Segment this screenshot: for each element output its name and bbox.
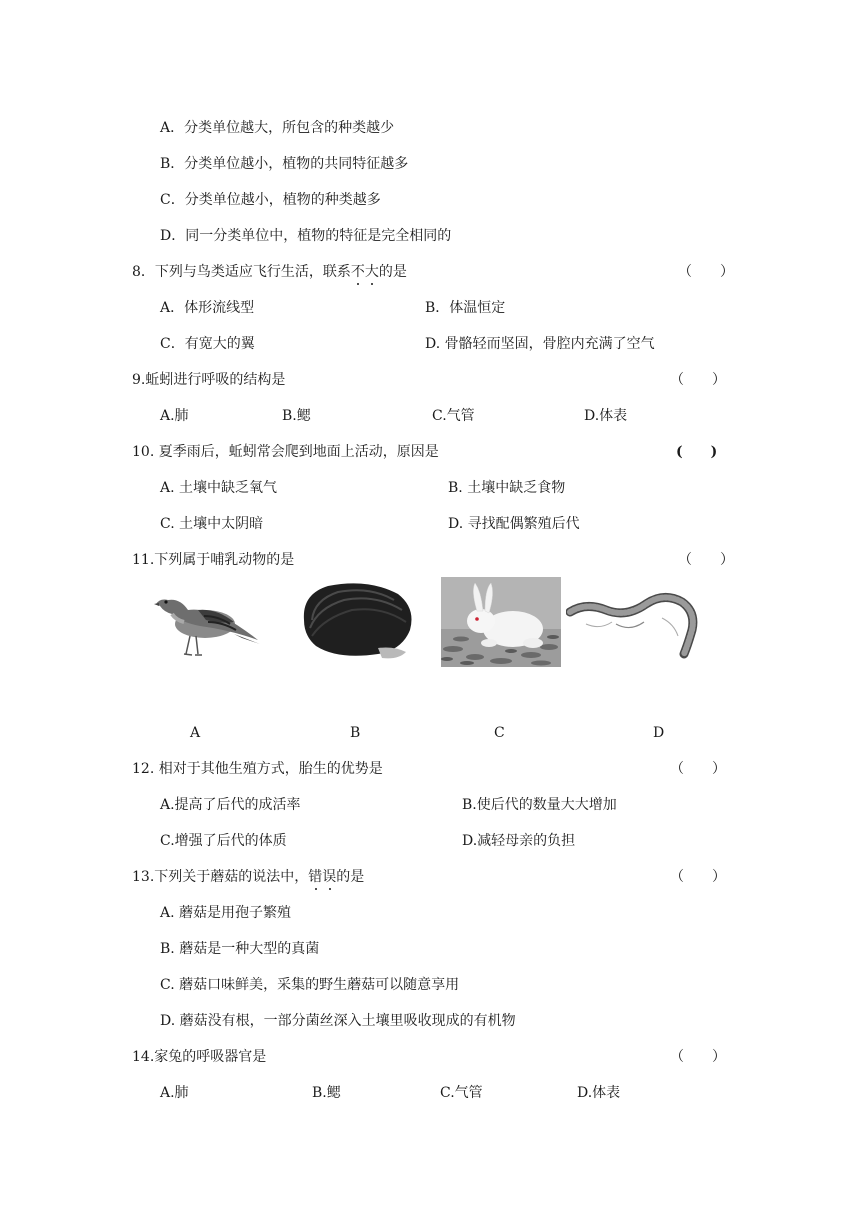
q8-option-d: D. 骨骼轻而坚固，骨腔内充满了空气 <box>425 336 655 352</box>
q13-stem <box>132 868 364 886</box>
q14-stem: 14.家兔的呼吸器官是 <box>132 1049 267 1065</box>
q8-emphasis <box>351 264 379 280</box>
q11-label-c: C <box>494 725 505 741</box>
q11-label-b: B <box>350 725 361 741</box>
q10-option-d: D. 寻找配偶繁殖后代 <box>448 516 580 532</box>
q13-emph-char-1: 错 <box>308 869 323 885</box>
q8-emph-char-1: 不 <box>350 264 365 280</box>
q8-emph-char-2: 大 <box>364 264 379 280</box>
q12-option-b: B.使后代的数量大大增加 <box>462 797 617 813</box>
q9-option-d: D.体表 <box>584 408 628 424</box>
earthworm-image <box>566 584 706 660</box>
q8-stem-prefix: 8．下列与鸟类适应飞行生活，联系 <box>132 264 351 280</box>
q11-stem: 11.下列属于哺乳动物的是 <box>132 552 295 568</box>
q11-answer-paren: （ ） <box>678 552 734 568</box>
q13-option-d: D. 蘑菇没有根，一部分菌丝深入土壤里吸收现成的有机物 <box>160 1013 516 1029</box>
q14-option-d: D.体表 <box>577 1085 621 1101</box>
q8-answer-paren: （ ） <box>678 264 734 280</box>
q14-option-b: B.鳃 <box>312 1085 341 1101</box>
q14-option-c: C.气管 <box>440 1085 483 1101</box>
q9-option-a: A.肺 <box>160 408 189 424</box>
q11-label-a: A <box>190 725 201 741</box>
q12-answer-paren: （ ） <box>670 761 726 777</box>
q13-emph-char-2: 误 <box>322 869 337 885</box>
q12-option-c: C.增强了后代的体质 <box>160 833 287 849</box>
q13-option-b: B. 蘑菇是一种大型的真菌 <box>160 941 320 957</box>
q13-stem-prefix: 13.下列关于蘑菇的说法中， <box>132 869 309 885</box>
q10-answer-paren: ( ) <box>676 444 718 460</box>
q9-option-c: C.气管 <box>432 408 475 424</box>
q14-answer-paren: （ ） <box>670 1049 726 1065</box>
pigeon-image <box>150 578 262 662</box>
q9-stem: 9.蚯蚓进行呼吸的结构是 <box>132 372 286 388</box>
q7-option-a: A．分类单位越大，所包含的种类越少 <box>160 120 395 136</box>
q13-option-c: C. 蘑菇口味鲜美，采集的野生蘑菇可以随意享用 <box>160 977 460 993</box>
q12-stem: 12. 相对于其他生殖方式，胎生的优势是 <box>132 761 383 777</box>
clam-image <box>298 580 416 662</box>
q10-option-c: C. 土壤中太阴暗 <box>160 516 264 532</box>
q10-option-b: B. 土壤中缺乏食物 <box>448 480 566 496</box>
q10-option-a: A. 土壤中缺乏氧气 <box>160 480 278 496</box>
q8-option-c: C．有宽大的翼 <box>160 336 255 352</box>
q8-stem-suffix: 的是 <box>378 264 407 280</box>
q9-answer-paren: （ ） <box>670 372 726 388</box>
q8-option-b: B．体温恒定 <box>425 300 506 316</box>
q13-stem-suffix: 的是 <box>336 869 365 885</box>
q7-option-c: C．分类单位越小，植物的种类越多 <box>160 192 381 208</box>
q12-option-a: A.提高了后代的成活率 <box>160 797 301 813</box>
q10-stem: 10. 夏季雨后，蚯蚓常会爬到地面上活动，原因是 <box>132 444 439 460</box>
q11-label-d: D <box>653 725 665 741</box>
q7-option-d: D．同一分类单位中，植物的特征是完全相同的 <box>160 228 452 244</box>
rabbit-image <box>441 577 561 667</box>
q13-option-a: A. 蘑菇是用孢子繁殖 <box>160 905 292 921</box>
q9-option-b: B.鳃 <box>282 408 311 424</box>
q13-emphasis <box>308 869 336 885</box>
q7-option-b: B．分类单位越小，植物的共同特征越多 <box>160 156 409 172</box>
q8-stem <box>132 263 407 281</box>
q14-option-a: A.肺 <box>160 1085 189 1101</box>
q12-option-d: D.减轻母亲的负担 <box>462 833 576 849</box>
q8-option-a: A．体形流线型 <box>160 300 255 316</box>
q13-answer-paren: （ ） <box>670 869 726 885</box>
